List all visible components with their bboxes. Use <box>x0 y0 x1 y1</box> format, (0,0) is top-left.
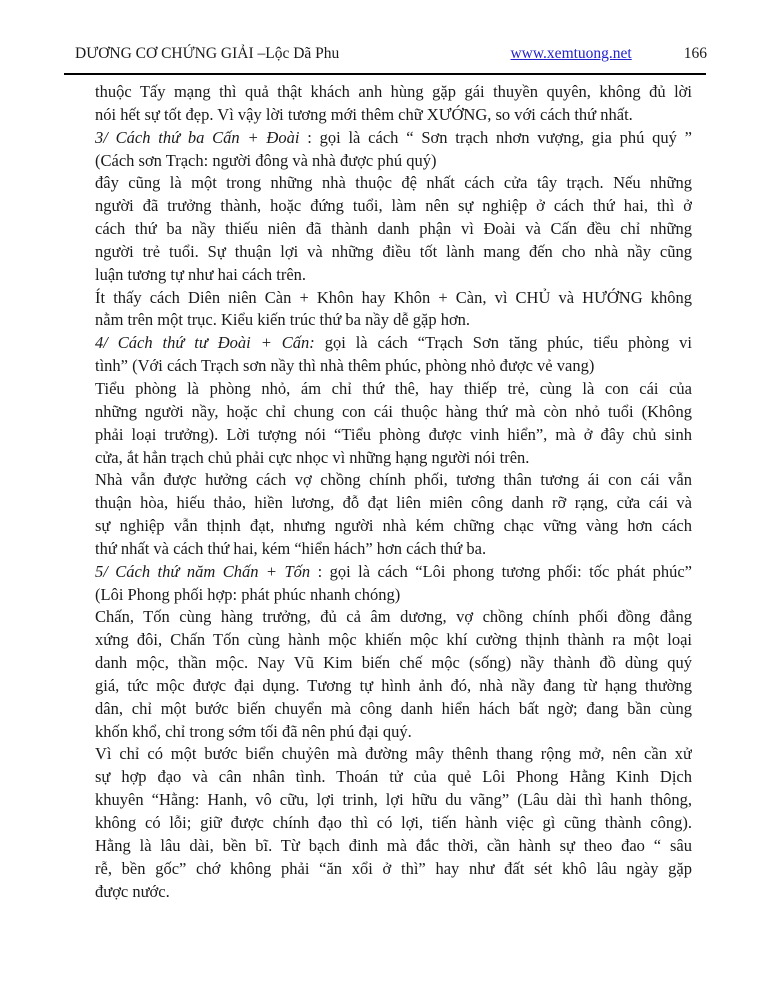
page-header <box>75 45 707 63</box>
text-line: sự hợp đạo và cân nhân tình. Thoán tử của quẻ Lôi Phong Hằng Kinh Dịch <box>95 767 692 787</box>
text-line: Tiểu phòng là phòng nhỏ, ám chỉ thứ thê, hay thiếp trẻ, cùng là con cái của <box>95 378 692 398</box>
text-line: dân, chỉ một bước biến chuyển mà công danh hiển hách bất ngờ; đang bần cùng <box>95 698 692 718</box>
text-line: người trẻ tuổi. Sự thuận lợi và những điều tốt lành mang đến cho nhà nầy cũng <box>95 241 692 261</box>
text-line: 5/ Cách thứ năm Chấn + Tốn : gọi là cách “Lôi phong tương phối: tốc phát phúc” <box>95 561 692 581</box>
text-line: rễ, bền gốc” chớ không phải “ăn xổi ở thì” hay như đất sét khô lâu ngày gặp <box>95 858 692 878</box>
text-line: người đã trưởng thành, hoặc đứng tuổi, làm nên sự nghiệp ở cách thứ hai, thì ở <box>95 196 692 216</box>
text-line: 4/ Cách thứ tư Đoài + Cấn: gọi là cách “Trạch Sơn tăng phúc, tiểu phòng vi <box>95 333 692 353</box>
text-line: Vì chỉ có một bước biển chuỷên mà đường mây thênh thang rộng mở, nên cần xử <box>95 744 692 764</box>
text-line: xứng đôi, Chấn Tốn cùng hành mộc khiến mộc khí cường thịnh thành ra một loại <box>95 630 692 650</box>
text-line: sự nghiệp vẫn thịnh đạt, nhưng người nhà kém chững chạc vững vàng hơn cách <box>95 516 692 536</box>
text-line: khuyên “Hằng: Hanh, vô cữu, lợi trinh, lợi hữu du vãng” (Lâu dài thì hanh thông, <box>95 790 692 810</box>
text-line: Ít thấy cách Diên niên Càn + Khôn hay Khôn + Càn, vì CHỦ và HƯỚNG không <box>95 287 692 307</box>
text-line: Hằng là lâu dài, bền bĩ. Từ bạch đinh mà đắc thời, cần hành sự theo đao “ sâu <box>95 835 692 855</box>
text-line: giá, tức mộc được đại dụng. Tương tự hình ảnh đó, nhà nầy đang từ hạng thường <box>95 675 692 695</box>
text-line: luận tương tự như hai cách trên. <box>95 264 307 284</box>
text-line: Chấn, Tốn cùng hàng trưởng, đủ cả âm dương, vợ chồng chính phối đồng đẳng <box>95 607 692 627</box>
page-number: 166 <box>683 45 707 62</box>
page-body-text <box>95 81 692 903</box>
text-line: (Lôi Phong phối hợp: phát phúc nhanh chóng) <box>95 584 401 604</box>
text-line: đây cũng là một trong những nhà thuộc đệ nhất cách cửa tây trạch. Nếu những <box>95 173 692 193</box>
text-line: những người nầy, hoặc chỉ chung con cái thuộc hàng thứ mà còn nhỏ tuổi (Không <box>95 401 692 421</box>
header-right-group <box>510 45 707 63</box>
website-link[interactable]: www.xemtuong.net <box>510 45 632 62</box>
text-line: cách thứ ba nầy thiếu niên đã thành danh phận vì Đoài và Cấn đều chỉ những <box>95 219 692 239</box>
text-line: Nhà vẫn được hưởng cách vợ chồng chính phối, tương thân tương ái con cái vẫn <box>95 470 692 490</box>
text-line: tình” (Với cách Trạch sơn nầy thì nhà thêm phúc, phòng nhỏ được vẻ vang) <box>95 356 595 376</box>
text-line: nói hết sự tốt đẹp. Vì vậy lời tương mới thêm chữ XƯỚNG, so với cách thứ nhất. <box>95 104 633 124</box>
text-line: thứ nhất và cách thứ hai, kém “hiển hách” hơn cách thứ ba. <box>95 538 487 558</box>
text-line: không có lỗi; giữ được chính đạo thì có lợi, tiến hành việc gì cũng thành công). <box>95 813 692 832</box>
text-line: khốn khổ, chỉ trong sớm tối đã nên phú đại quý. <box>95 721 412 741</box>
text-line: thuộc Tấy mạng thì quả thật khách anh hùng gặp gái thuyền quyên, không đủ lời <box>95 82 692 101</box>
text-line: thuận hòa, hiếu thảo, hiền lương, đỗ đạt liên miên công danh rỡ rạng, cửa cái và <box>95 493 692 513</box>
text-line: được nước. <box>95 881 170 901</box>
text-line: cửa, ắt hẳn trạch chủ phải cực nhọc vì những hạng người nói trên. <box>95 447 530 467</box>
book-title: DƯƠNG CƠ CHỨNG GIẢI –Lộc Dã Phu <box>75 45 340 62</box>
header-divider <box>64 73 706 75</box>
text-line: phải loại trưởng). Lời tượng nói “Tiểu phòng được vinh hiển”, mà ở đây chủ sinh <box>95 424 692 444</box>
text-line: danh mộc, thần mộc. Nay Vũ Kim biến chế mộc (sống) nầy thành đồ dùng quý <box>95 653 692 673</box>
text-line: nằm trên một trục. Kiểu kiến trúc thứ ba nầy dễ gặp hơn. <box>95 310 471 330</box>
text-line: 3/ Cách thứ ba Cấn + Đoài : gọi là cách “ Sơn trạch nhơn vượng, gia phú quý ” <box>95 127 692 147</box>
text-line: (Cách sơn Trạch: người đông và nhà được phú quý) <box>95 150 437 170</box>
